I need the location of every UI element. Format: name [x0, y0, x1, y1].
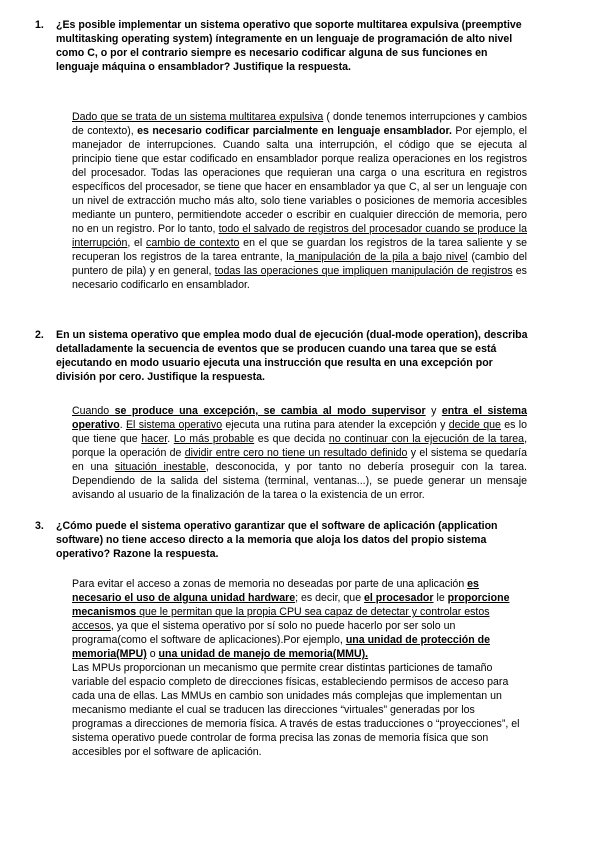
answer-text: hacer	[141, 433, 168, 445]
question-text: ¿Es posible implementar un sistema operativo que soporte multitarea expulsiva (preemptive multitasking operating system) íntegramente en un lenguaje de programación de alto nivel como C, o por el contrario siempre es necesario codificar alguna de sus funciones en lenguaje máquina o ensamblador? Justifique la respuesta.	[56, 19, 522, 73]
answer-text: decide que	[448, 419, 501, 431]
answer-text: Las MPUs proporcionan un mecanismo que permite crear distintas particiones de tamaño variable del espacio completo de direcciones físicas, estableciendo permisos de acceso para cada una de ellas. Las MMUs en cambio son unidades más complejas que implementan un mecanismo mediante el cual se traducen las direcciones “virtuales” generadas por los programas a direcciones de memoria física. A través de estas traducciones o “proyecciones”, el sistema operativo puede controlar de forma precisa las zonas de memoria física que son accesibles por el software de aplicación.	[72, 662, 520, 758]
answer-text: todas las operaciones que impliquen manipulación de registros	[214, 265, 513, 277]
question-number: 1.	[35, 19, 44, 31]
answer-text: le	[433, 592, 448, 604]
answer-text: situación inestable	[114, 461, 206, 473]
answer-text: una unidad de protección de memoria(MPU)	[72, 634, 491, 660]
answer-1	[72, 110, 527, 292]
answer-text: es necesario codificarlo en ensamblador.	[72, 265, 527, 291]
question-3	[35, 519, 532, 561]
answer-text: Por ejemplo, el manejador de interrupciones. Cuando salta una interrupción, el código que se ejecuta al principio tiene que estar codificado en ensamblador porque realiza operaciones en los registros del procesador. Todas las operaciones que requieran una carga o una escritura en registros específicos del procesador, se tiene que hacer en ensamblador ya que C, al ser un lenguaje con un nivel de extracción mucho más alto, solo tiene variables o posiciones de memoria accesibles mediante un puntero, permitiendote acceder o escribir en cualquier dirección de memoria, pero no en un registro. Por lo tanto,	[72, 125, 527, 235]
answer-text: el procesador	[364, 592, 434, 604]
answer-text: entra el sistema operativo	[72, 405, 527, 431]
answer-text: El sistema operativo	[125, 419, 223, 431]
answer-text: y	[425, 405, 442, 417]
answer-text: es lo que tiene que	[72, 419, 527, 445]
answer-text: Para evitar el acceso a zonas de memoria no deseadas por parte de una aplicación	[72, 578, 468, 590]
question-number: 3.	[35, 520, 44, 532]
question-text: En un sistema operativo que emplea modo dual de ejecución (dual-mode operation), describa detalladamente la secuencia de eventos que se producen cuando una tarea que se está ejecutando en modo usuario ejecuta una instrucción que resulta en una excepción por división por cero. Justifique la respuesta.	[56, 329, 528, 383]
answer-2	[72, 404, 527, 502]
answer-text: ( donde tenemos interrupciones y cambios de contexto),	[72, 111, 527, 137]
answer-text: proporcione mecanismos	[72, 592, 510, 618]
answer-text: es necesario codificar parcialmente en lenguaje ensamblador.	[137, 125, 452, 137]
answer-text: una unidad de manejo de memoria(MMU).	[158, 648, 369, 660]
answer-text: manipulación de la pila a bajo nivel	[294, 251, 468, 263]
question-2	[35, 328, 532, 384]
answer-text: no continuar con la ejecución de la tarea	[328, 433, 525, 445]
answer-text: (cambio del puntero de pila) y en general,	[72, 251, 527, 277]
answer-3	[72, 577, 527, 759]
answer-text: ; es decir, que	[295, 592, 365, 604]
answer-text: se produce una excepción, se cambia al modo supervisor	[109, 405, 426, 417]
answer-text: .	[119, 419, 126, 431]
question-1	[35, 18, 532, 74]
answer-text: .	[167, 433, 174, 445]
answer-text: , ya que el sistema operativo por sí solo no puede hacerlo por ser solo un programa(como el software de aplicaciones).Por ejemplo,	[72, 620, 456, 646]
answer-text: , el	[127, 237, 147, 249]
answer-text: Cuando	[72, 405, 110, 417]
answer-text: que le permitan que la propia CPU sea capaz de detectar y controlar estos accesos	[72, 606, 490, 632]
answer-text: , porque la operación de	[72, 433, 528, 459]
question-text: ¿Cómo puede el sistema operativo garantizar que el software de aplicación (application software) no tiene acceso directo a la memoria que aloja los datos del propio sistema operativo? Razone la respuesta.	[56, 520, 498, 560]
answer-text: cambio de contexto	[146, 237, 240, 249]
answer-text: Dado que se trata de un sistema multitarea expulsiva	[72, 111, 324, 123]
question-number: 2.	[35, 329, 44, 341]
answer-text: o	[146, 648, 159, 660]
answer-text: , desconocida, y por tanto no debería proseguir con la tarea. Dependiendo de la salida del sistema (terminal, ventanas...), se puede generar un mensaje avisando al usuario de la finalización de la tarea o la existencia de un error.	[72, 461, 527, 501]
answer-text: en el que se guardan los registros de la tarea saliente y se recuperan los registros de la tarea entrante, la	[72, 237, 528, 263]
answer-text: es necesario el uso de alguna unidad hardware	[72, 578, 479, 604]
answer-text: ejecuta una rutina para atender la excepción y	[222, 419, 449, 431]
answer-text: dividir entre cero no tiene un resultado definido	[184, 447, 408, 459]
answer-text: es que decida	[254, 433, 329, 445]
answer-text: Lo más probable	[173, 433, 255, 445]
answer-text: y el sistema se quedaría en una	[72, 447, 527, 473]
answer-text: todo el salvado de registros del procesador cuando se produce la interrupción	[72, 223, 527, 249]
